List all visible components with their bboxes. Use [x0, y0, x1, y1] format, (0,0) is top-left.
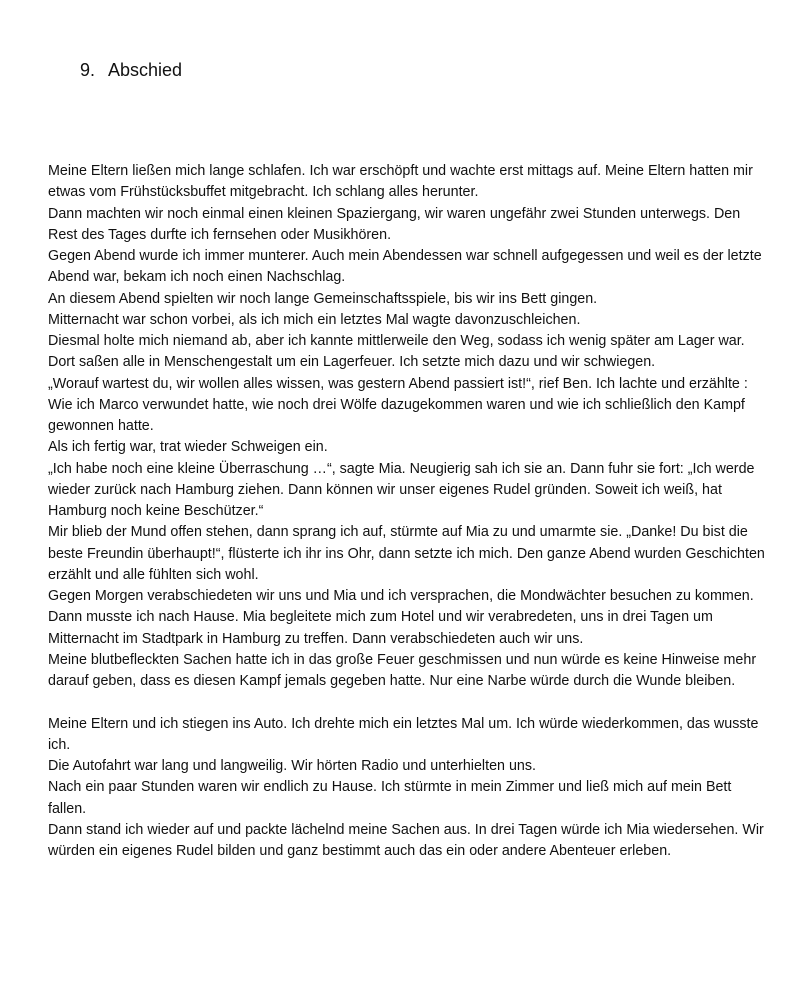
paragraph: Nach ein paar Stunden waren wir endlich zu Hause. Ich stürmte in mein Zimmer und ließ mich auf mein Bett fallen.: [48, 779, 732, 817]
paragraph: Dann stand ich wieder auf und packte lächelnd meine Sachen aus. In drei Tagen würde ich Mia wiedersehen. Wir würden ein eigenes Rudel bilden und ganz bestimmt auch das ein oder andere Abenteuer erleben.: [48, 821, 764, 859]
paragraph: Meine Eltern ließen mich lange schlafen. Ich war erschöpft und wachte erst mittags auf. Meine Eltern hatten mir etwas vom Frühstücksbuffet mitgebracht. Ich schlang alles herunter.: [48, 163, 753, 201]
paragraph: Meine Eltern und ich stiegen ins Auto. Ich drehte mich ein letztes Mal um. Ich würde wiederkommen, das wusste ich.: [48, 715, 759, 753]
paragraph: An diesem Abend spielten wir noch lange Gemeinschaftsspiele, bis wir ins Bett gingen.: [48, 290, 598, 307]
paragraph: Dann musste ich nach Hause. Mia begleitete mich zum Hotel und wir verabredeten, uns in drei Tagen um Mitternacht im Stadtpark in Hamburg zu treffen. Dann verabschiedeten auch wir uns.: [48, 609, 713, 647]
chapter-title: Abschied: [108, 60, 183, 80]
paragraph: Dort saßen alle in Menschengestalt um ein Lagerfeuer. Ich setzte mich dazu und wir schwiegen.: [48, 354, 656, 371]
paragraph: „Ich habe noch eine kleine Überraschung …“, sagte Mia. Neugierig sah ich sie an. Dann fuhr sie fort: „Ich werde wieder zurück nach Hamburg ziehen. Dann können wir unser eigenes Rudel gründen. Soweit ich weiß, hat Hamburg noch keine Beschützer.“: [48, 460, 755, 519]
chapter-heading: [80, 58, 182, 82]
paragraph: Gegen Morgen verabschiedeten wir uns und Mia und ich versprachen, die Mondwächter besuchen zu kommen.: [48, 588, 754, 604]
chapter-body: [48, 161, 768, 862]
chapter-number: 9.: [80, 60, 96, 80]
paragraph: Die Autofahrt war lang und langweilig. Wir hörten Radio und unterhielten uns.: [48, 758, 536, 774]
paragraph: Mir blieb der Mund offen stehen, dann sprang ich auf, stürmte auf Mia zu und umarmte sie. „Danke! Du bist die beste Freundin überhaupt!“, flüsterte ich ihr ins Ohr, dann setzte ich mich. Den ganze Abend wurden Geschichten erzählt und alle fühlten sich wohl.: [48, 524, 765, 583]
paragraph-gap: [48, 692, 768, 713]
paragraph: „Worauf wartest du, wir wollen alles wissen, was gestern Abend passiert ist!“, rief Ben. Ich lachte und erzählte : Wie ich Marco verwundet hatte, wie noch drei Wölfe dazugekommen waren und wie ich schließlich den Kampf gewonnen hatte.: [48, 375, 748, 434]
paragraph: Diesmal holte mich niemand ab, aber ich kannte mittlerweile den Weg, sodass ich wenig später am Lager war.: [48, 333, 745, 349]
paragraph: Dann machten wir noch einmal einen kleinen Spaziergang, wir waren ungefähr zwei Stunden unterwegs. Den Rest des Tages durfte ich fernsehen oder Musikhören.: [48, 205, 741, 243]
paragraph: Als ich fertig war, trat wieder Schweigen ein.: [48, 439, 328, 456]
paragraph: Meine blutbefleckten Sachen hatte ich in das große Feuer geschmissen und nun würde es keine Hinweise mehr darauf geben, dass es diesen Kampf jemals gegeben hatte. Nur eine Narbe würde durch die Wunde bleiben.: [48, 651, 757, 689]
paragraph: Gegen Abend wurde ich immer munterer. Auch mein Abendessen war schnell aufgegessen und weil es der letzte Abend war, bekam ich noch einen Nachschlag.: [48, 248, 762, 286]
paragraph: Mitternacht war schon vorbei, als ich mich ein letztes Mal wagte davonzuschleichen.: [48, 311, 581, 328]
